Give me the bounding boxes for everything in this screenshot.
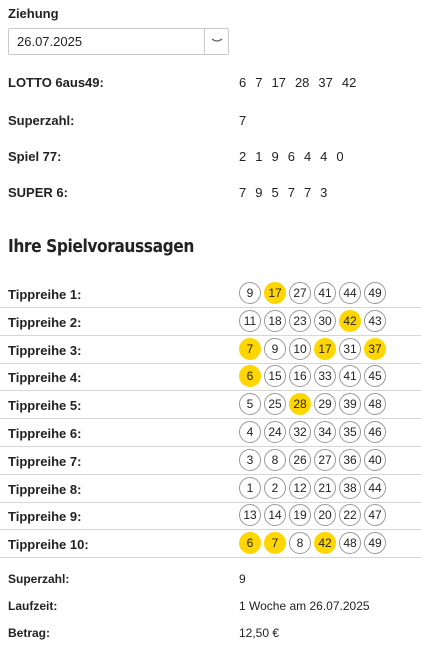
tip-numbers: [239, 504, 386, 526]
tip-number: 14: [264, 504, 286, 526]
tip-row-label: Tippreihe 3:: [8, 342, 82, 358]
tip-number: 44: [339, 282, 361, 304]
tip-number: 34: [314, 421, 336, 443]
tip-number: 27: [314, 449, 336, 471]
tip-row: [0, 363, 421, 391]
result-number: 4: [320, 149, 328, 164]
tip-number: 18: [264, 310, 286, 332]
draw-label: Ziehung: [8, 6, 59, 21]
tip-number-hit: 17: [264, 282, 286, 304]
draw-date-select[interactable]: [8, 28, 229, 55]
tip-number: 27: [289, 282, 311, 304]
tip-number: 10: [289, 338, 311, 360]
result-number: 7: [255, 75, 263, 90]
betrag-label: Betrag:: [8, 626, 51, 640]
chevron-down-icon[interactable]: [204, 29, 228, 54]
tip-number-hit: 7: [239, 338, 261, 360]
tip-number: 2: [264, 477, 286, 499]
result-number: 9: [255, 185, 263, 200]
tip-number: 35: [339, 421, 361, 443]
tip-number: 8: [264, 449, 286, 471]
tip-row-label: Tippreihe 10:: [8, 537, 89, 553]
tip-number: 48: [339, 532, 361, 554]
tip-number: 49: [364, 282, 386, 304]
tip-number: 38: [339, 477, 361, 499]
result-number: 3: [320, 185, 328, 200]
result-number: 7: [239, 185, 247, 200]
result-number: 0: [336, 149, 344, 164]
tip-number-hit: 7: [264, 532, 286, 554]
superzahl-value: 7: [239, 113, 247, 128]
tip-number: 22: [339, 504, 361, 526]
lotto-label: LOTTO 6aus49:: [8, 75, 104, 90]
laufzeit-value: 1 Woche am 26.07.2025: [239, 599, 370, 613]
tip-number: 36: [339, 449, 361, 471]
tip-number-hit: 6: [239, 365, 261, 387]
tip-number: 15: [264, 365, 286, 387]
result-number: 7: [287, 185, 295, 200]
tip-number: 12: [289, 477, 311, 499]
laufzeit-label: Laufzeit:: [8, 599, 58, 613]
tip-number: 9: [264, 338, 286, 360]
tip-number: 21: [314, 477, 336, 499]
tip-number: 44: [364, 477, 386, 499]
tip-number-hit: 42: [339, 310, 361, 332]
tip-numbers: [239, 421, 386, 443]
tip-number: 4: [239, 421, 261, 443]
tip-number: 45: [364, 365, 386, 387]
tip-number: 29: [314, 393, 336, 415]
tip-numbers: [239, 477, 386, 499]
result-number: 28: [294, 75, 310, 90]
tip-number-hit: 28: [289, 393, 311, 415]
tip-row-label: Tippreihe 2:: [8, 314, 82, 330]
tip-row-label: Tippreihe 9:: [8, 509, 82, 525]
result-number: 7: [303, 185, 312, 200]
tip-row: [0, 308, 421, 336]
tip-row: [0, 336, 421, 364]
tip-row: [0, 475, 421, 503]
result-number: 17: [271, 75, 286, 90]
betrag-value: 12,50 €: [239, 626, 280, 640]
tip-row-label: Tippreihe 4:: [8, 370, 82, 386]
tip-row-label: Tippreihe 7:: [8, 453, 82, 469]
lotto-numbers: [239, 75, 365, 90]
result-number: 2: [239, 149, 247, 164]
tip-numbers: [239, 282, 386, 304]
super6-digits: [239, 185, 336, 200]
tip-row-label: Tippreihe 6:: [8, 426, 82, 441]
footer-superzahl-value: 9: [239, 572, 246, 586]
tip-row: [0, 419, 421, 447]
tip-number: 47: [364, 504, 386, 526]
tip-number: 16: [289, 365, 311, 387]
draw-date-value: 26.07.2025: [17, 34, 83, 49]
tip-number: 32: [289, 421, 311, 443]
result-number: 6: [287, 149, 295, 164]
tip-number: 3: [239, 449, 261, 471]
tip-number: 11: [239, 310, 261, 332]
tip-row: [0, 502, 421, 530]
tip-number: 5: [239, 393, 261, 415]
tip-number: 33: [314, 365, 336, 387]
tip-row: [0, 447, 421, 475]
tip-number: 20: [314, 504, 336, 526]
tip-row: [0, 530, 421, 558]
tip-numbers: [239, 449, 386, 471]
tip-number: 24: [264, 421, 286, 443]
tip-number-hit: 42: [314, 532, 336, 554]
tip-number: 41: [314, 282, 336, 304]
tip-number: 9: [239, 282, 261, 304]
tip-number: 43: [364, 310, 386, 332]
tip-row-label: Tippreihe 1:: [8, 287, 82, 302]
tip-row-label: Tippreihe 8:: [8, 481, 82, 497]
result-number: 5: [271, 185, 279, 200]
tip-number: 41: [339, 365, 361, 387]
tip-row-label: Tippreihe 5:: [8, 398, 82, 414]
tip-number: 23: [289, 310, 311, 332]
tip-numbers: [239, 365, 386, 387]
tip-number-hit: 37: [364, 338, 386, 360]
tip-number-hit: 6: [239, 532, 261, 554]
footer-superzahl-label: Superzahl:: [8, 572, 70, 586]
result-number: 1: [255, 149, 263, 164]
superzahl-label: Superzahl:: [8, 113, 75, 128]
tip-number-hit: 17: [314, 338, 336, 360]
tip-row: [0, 280, 421, 308]
tip-number: 8: [289, 532, 311, 554]
tip-number: 13: [239, 504, 261, 526]
result-number: 37: [318, 75, 333, 90]
result-number: 6: [239, 75, 247, 90]
tip-number: 19: [289, 504, 311, 526]
tip-number: 25: [264, 393, 286, 415]
tip-numbers: [239, 393, 386, 415]
spiel77-digits: [239, 149, 353, 164]
tip-numbers: [239, 532, 386, 554]
tip-number: 30: [314, 310, 336, 332]
tip-number: 39: [339, 393, 361, 415]
tip-row: [0, 391, 421, 419]
tip-number: 40: [364, 449, 386, 471]
result-number: 4: [303, 149, 312, 164]
tip-numbers: [239, 338, 386, 360]
predictions-heading: Ihre Spielvoraussagen: [8, 236, 194, 257]
tip-number: 48: [364, 393, 386, 415]
super6-label: SUPER 6:: [8, 185, 68, 200]
result-number: 42: [341, 75, 357, 90]
tip-number: 46: [364, 421, 386, 443]
result-number: 9: [271, 149, 279, 164]
tip-number: 49: [364, 532, 386, 554]
spiel77-label: Spiel 77:: [8, 149, 62, 164]
tip-number: 26: [289, 449, 311, 471]
tip-number: 31: [339, 338, 361, 360]
tip-number: 1: [239, 477, 261, 499]
tip-numbers: [239, 310, 386, 332]
